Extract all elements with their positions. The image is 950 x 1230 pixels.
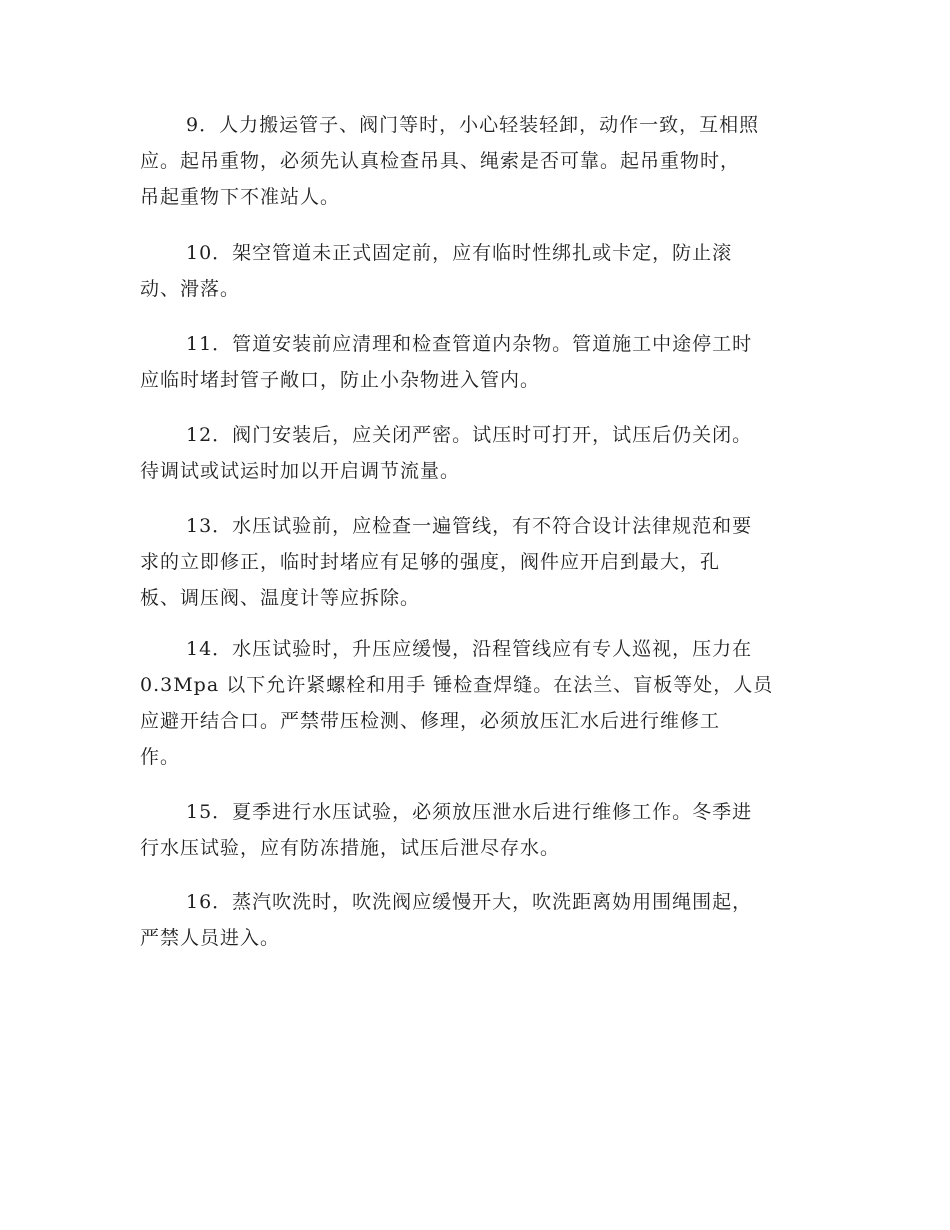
paragraph-line: 行水压试验，应有防冻措施，试压后泄尽存水。 — [140, 837, 561, 859]
paragraph-line: 吊起重物下不准站人。 — [140, 186, 341, 208]
paragraph-line: 15．夏季进行水压试验，必须放压泄水后进行维修工作。冬季进 — [186, 801, 753, 823]
paragraph-line: 板、调压阀、温度计等应拆除。 — [140, 587, 421, 609]
paragraph-line: 14．水压试验时，升压应缓慢，沿程管线应有专人巡视，压力在 — [186, 638, 753, 660]
paragraph-line: 0.3Mpa 以下允许紧螺栓和用手 锤检查焊缝。在法兰、盲板等处，人员 — [140, 674, 774, 696]
paragraph-item-11 — [140, 326, 820, 398]
paragraph-line: 12．阀门安装后，应关闭严密。试压时可打开，试压后仍关闭。 — [186, 424, 753, 446]
paragraph-line: 作。 — [140, 746, 181, 768]
paragraph-item-16 — [140, 884, 820, 956]
paragraph-line: 9．人力搬运管子、阀门等时，小心轻装轻卸，动作一致，互相照 — [186, 114, 760, 136]
paragraph-line: 严禁人员进入。 — [140, 927, 281, 949]
paragraph-line: 应临时堵封管子敞口，防止小杂物进入管内。 — [140, 369, 541, 391]
paragraph-line: 求的立即修正，临时封堵应有足够的强度，阀件应开启到最大，孔 — [140, 551, 721, 573]
paragraph-item-15 — [140, 794, 820, 866]
paragraph-line: 待调试或试运时加以开启调节流量。 — [140, 460, 461, 482]
paragraph-line: 13．水压试验前，应检查一遍管线，有不符合设计法律规范和要 — [186, 515, 753, 537]
paragraph-line: 11．管道安装前应清理和检查管道内杂物。管道施工中途停工时 — [186, 333, 753, 355]
paragraph-line: 10．架空管道未正式固定前，应有临时性绑扎或卡定，防止滚 — [186, 242, 733, 264]
paragraph-item-12 — [140, 417, 820, 489]
paragraph-line: 动、滑落。 — [140, 278, 241, 300]
paragraph-line: 应避开结合口。严禁带压检测、修理，必须放压汇水后进行维修工 — [140, 710, 721, 732]
paragraph-item-10 — [140, 235, 820, 307]
paragraph-item-13 — [140, 508, 820, 616]
paragraph-line: 应。起吊重物，必须先认真检查吊具、绳索是否可靠。起吊重物时， — [140, 150, 741, 172]
paragraph-line: 16．蒸汽吹洗时，吹洗阀应缓慢开大，吹洗距离妫用围绳围起， — [186, 891, 753, 913]
paragraph-item-9 — [140, 107, 820, 215]
paragraph-item-14 — [140, 631, 820, 775]
